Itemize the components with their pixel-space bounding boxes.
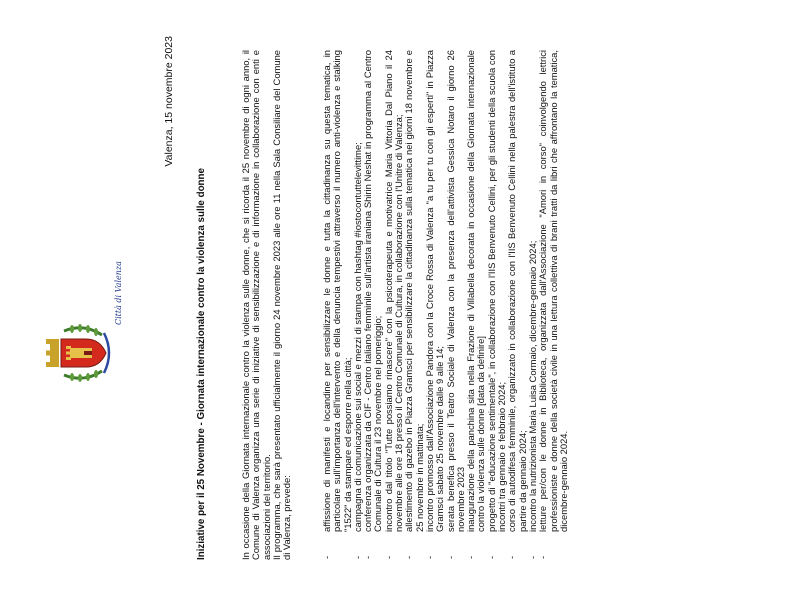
bullet-dash: -: [362, 555, 374, 559]
coat-of-arms-icon: [44, 321, 114, 385]
bullet-dash: -: [423, 555, 435, 559]
list-item-text: affissione di manifesti e locandine per sensibilizzare le donne e tutta la cittadinanza su questa tematica, in particolare sull'importanza dell'intervento e della denuncia tempestivi attraverso il numero anti-violenza e stalking "1522" da stampare ed esporre nella città;: [321, 50, 353, 532]
list-item-text: incontro dal titolo "Tutte possiamo rinascere" con la psicoterapeuta e motivatrice Maria Vittoria Dal Piano il 24 novembre alle ore 18 presso il Centro Comunale di Cultura, in collaborazione con l'Unitre di Valenza;: [382, 50, 405, 532]
bullet-dash: -: [526, 555, 538, 559]
document-title: Iniziative per il 25 Novembre - Giornata internazionale contro la violenza sulle donne: [196, 168, 207, 560]
bullet-dash: -: [321, 555, 332, 559]
bullet-dash: -: [506, 555, 518, 559]
list-item: [538, 50, 569, 560]
bullet-dash: -: [444, 555, 456, 559]
list-item: [466, 50, 487, 560]
bullet-dash: -: [403, 555, 415, 559]
list-item: [425, 50, 446, 560]
intro-paragraph: In occasione della Giornata internazionale contro la violenza sulle donne, che si ricorda il 25 novembre di ogni anno, il Comune di Valenza organizza una serie di iniziative di sensibilizzazione e di informazione in collaborazione con enti e associazioni del territorio.: [240, 50, 272, 560]
list-item: [322, 50, 353, 560]
list-item-text: allestimento di gazebo in Piazza Gramsci per sensibilizzare la cittadinanza sulla tematica nei giorni 18 novembre e 25 novembre in mattinata;: [403, 50, 425, 532]
bullet-dash: -: [537, 555, 549, 559]
intro-text: [241, 50, 292, 560]
list-item: [404, 50, 425, 560]
municipal-logo: [44, 261, 124, 385]
initiatives-list: [322, 50, 569, 560]
list-item-text: letture per/con le donne in Biblioteca, organizzata dall'Associazione "Amori in corso" coinvolgendo lettrici professioniste e donne della società civile in una lettura collettiva di brani tratti da libri che affrontano la tematica, dicembre-gennaio 2024.: [537, 50, 569, 532]
bullet-dash: -: [351, 555, 363, 559]
list-item: [384, 50, 405, 560]
list-item-text: incontro la nutrizionista Maria Luisa Cormaio, dicembre-gennaio 2024;: [526, 240, 538, 532]
list-item-text: inaugurazione della panchina sita nella Frazione di Villabella decorata in occasione della Giornata internazionale contro la violenza sulle donne [data da definire]: [465, 50, 487, 532]
bullet-dash: -: [485, 555, 497, 559]
bullet-dash: -: [465, 555, 477, 559]
list-item: [446, 50, 467, 560]
logo-caption: Città di Valenza: [114, 261, 123, 325]
list-item-text: corso di autodifesa femminile, organizzato in collaborazione con l'IIS Benvenuto Cellini nella palestra dell'istituto a partire da gennaio 2024;: [506, 50, 528, 532]
list-item-text: conferenza organizzata da CIF - Centro italiano femminile sull'artista iraniana Shirin Neshat in programma al Centro Comunale di Cultura il 23 novembre nel pomeriggio;: [362, 50, 384, 532]
list-item-text: incontro promosso dall'Associazione Pandora con la Croce Rossa di Valenza "a tu per tu con gli esperti" in Piazza Gramsci sabato 25 novembre dalle 9 alle 14;: [423, 50, 446, 532]
intro-paragraph: Il programma, che sarà presentato ufficialmente il giorno 24 novembre 2023 alle ore 11 nella Sala Consiliare del Comune di Valenza, prevede:: [270, 50, 293, 560]
list-item-text: serata benefica presso il Teatro Sociale di Valenza con la presenza dell'attivista Gessica Notaro il giorno 26 novembre 2023: [444, 50, 466, 532]
list-item: [363, 50, 384, 560]
list-item: [487, 50, 508, 560]
list-item-text: progetto di "educazione sentimentale", in collaborazione con l'IIS Benvenuto Cellini, per gli studenti della scuola con incontri tra gennaio e febbraio 2024;: [485, 50, 508, 532]
list-item: [507, 50, 528, 560]
document-date: Valenza, 15 novembre 2023: [163, 36, 175, 167]
list-item-text: campagna di comunicazione sui social e mezzi di stampa con hashtag #iostocontuttelevittime;: [351, 142, 363, 532]
bullet-dash: -: [382, 555, 394, 559]
